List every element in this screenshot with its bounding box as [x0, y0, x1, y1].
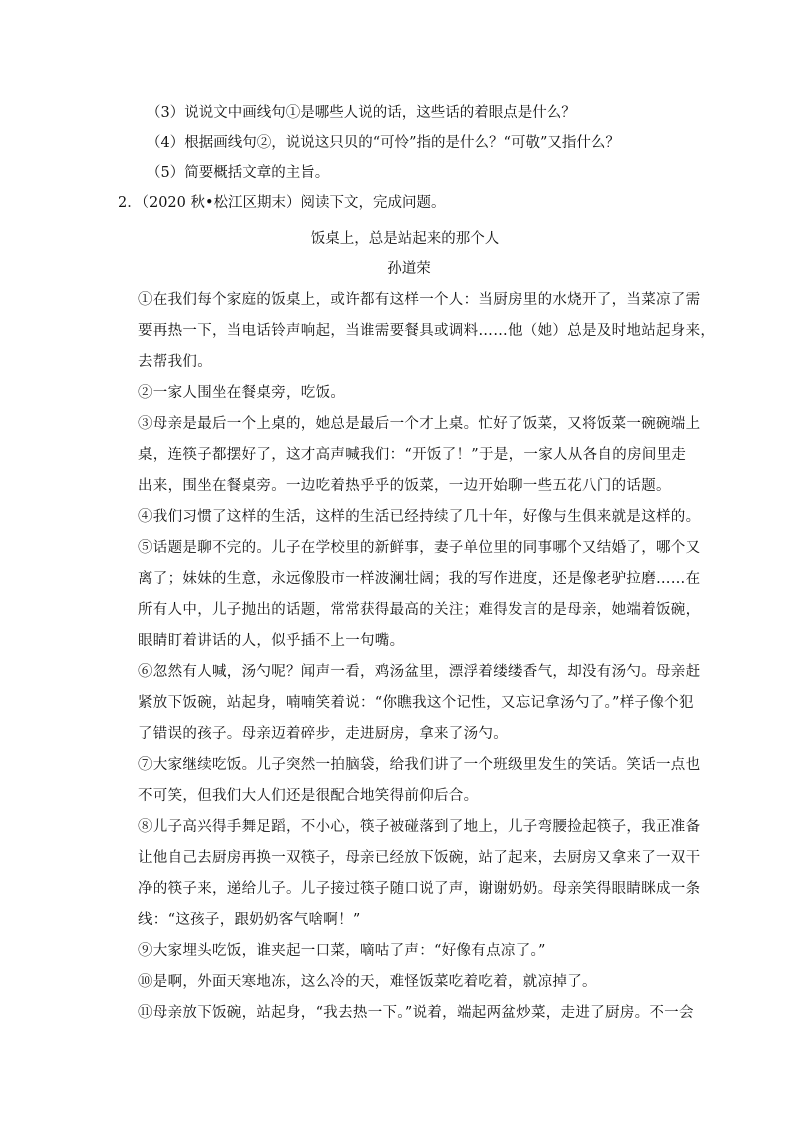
article-line: 让他自己去厨房再换一双筷子，母亲已经放下饭碗，站了起来，去厨房又拿来了一双干: [138, 850, 701, 866]
article-line: 桌，连筷子都摆好了，这才高声喊我们：“开饭了！”于是，一家人从各自的房间里走: [138, 447, 687, 463]
article-line: 眼睛盯着讲话的人，似乎插不上一句嘴。: [138, 633, 405, 649]
article-line: 线：“这孩子，跟奶奶客气啥啊！”: [138, 912, 361, 928]
article-line: 离了；妹妹的生意，永远像股市一样波澜壮阔；我的写作进度，还是像老驴拉磨……在: [138, 571, 701, 587]
question-5: （5）简要概括文章的主旨。: [146, 165, 330, 181]
article-title: 饭桌上，总是站起来的那个人: [310, 231, 500, 247]
article-line: ⑩是啊，外面天寒地冻，这么冷的天，难怪饭菜吃着吃着，就凉掉了。: [138, 974, 597, 990]
question-4: （4）根据画线句②，说说这只贝的“可怜”指的是什么？“可敬”又指什么？: [146, 135, 620, 151]
article-line: ③母亲是最后一个上桌的，她总是最后一个才上桌。忙好了饭菜，又将饭菜一碗碗端上: [138, 416, 701, 432]
problem-2-heading: 2．（2020 秋•松江区期末）阅读下文，完成问题。: [118, 195, 446, 211]
article-line: ⑥忽然有人喊，汤勺呢？闻声一看，鸡汤盆里，漂浮着缕缕香气，却没有汤勺。母亲赶: [138, 664, 701, 680]
article-line: 所有人中，儿子抛出的话题，常常获得最高的关注；难得发言的是母亲，她端着饭碗，: [138, 602, 701, 618]
article-line: 净的筷子来，递给儿子。儿子接过筷子随口说了声，谢谢奶奶。母亲笑得眼睛眯成一条: [138, 881, 701, 897]
article-line: ⑤话题是聊不完的。儿子在学校里的新鲜事，妻子单位里的同事哪个又结婚了，哪个又: [138, 540, 701, 556]
article-line: ④我们习惯了这样的生活，这样的生活已经持续了几十年，好像与生俱来就是这样的。: [138, 509, 701, 525]
article-line: 紧放下饭碗，站起身，喃喃笑着说：“你瞧我这个记性，又忘记拿汤勺了。”样子像个犯: [138, 695, 694, 711]
article-line: ⑦大家继续吃饭。儿子突然一拍脑袋，给我们讲了一个班级里发生的笑话。笑话一点也: [138, 757, 701, 773]
article-line: 去帮我们。: [138, 354, 212, 370]
question-3: （3）说说文中画线句①是哪些人说的话，这些话的着眼点是什么？: [146, 105, 576, 121]
article-author: 孙道荣: [387, 261, 431, 277]
article-line: 了错误的孩子。母亲迈着碎步，走进厨房，拿来了汤勺。: [138, 726, 508, 742]
article-line: 不可笑，但我们大人们还是很配合地笑得前仰后合。: [138, 788, 479, 804]
article-line: ②一家人围坐在餐桌旁，吃饭。: [138, 385, 346, 401]
article-line: ⑨大家埋头吃饭，谁夹起一口菜，嘀咕了声：“好像有点凉了。”: [138, 943, 546, 959]
article-line: ①在我们每个家庭的饭桌上，或许都有这样一个人：当厨房里的水烧开了，当菜凉了需: [138, 292, 701, 308]
article-line: ⑧儿子高兴得手舞足蹈，不小心，筷子被碰落到了地上，儿子弯腰捡起筷子，我正准备: [138, 819, 701, 835]
article-line: 要再热一下，当电话铃声响起，当谁需要餐具或调料……他（她）总是及时地站起身来，: [138, 323, 716, 339]
article-line: ⑪母亲放下饭碗，站起身，“我去热一下。”说着，端起两盆炒菜，走进了厨房。不一会: [138, 1005, 694, 1021]
article-line: 出来，围坐在餐桌旁。一边吃着热乎乎的饭菜，一边开始聊一些五花八门的话题。: [138, 478, 671, 494]
